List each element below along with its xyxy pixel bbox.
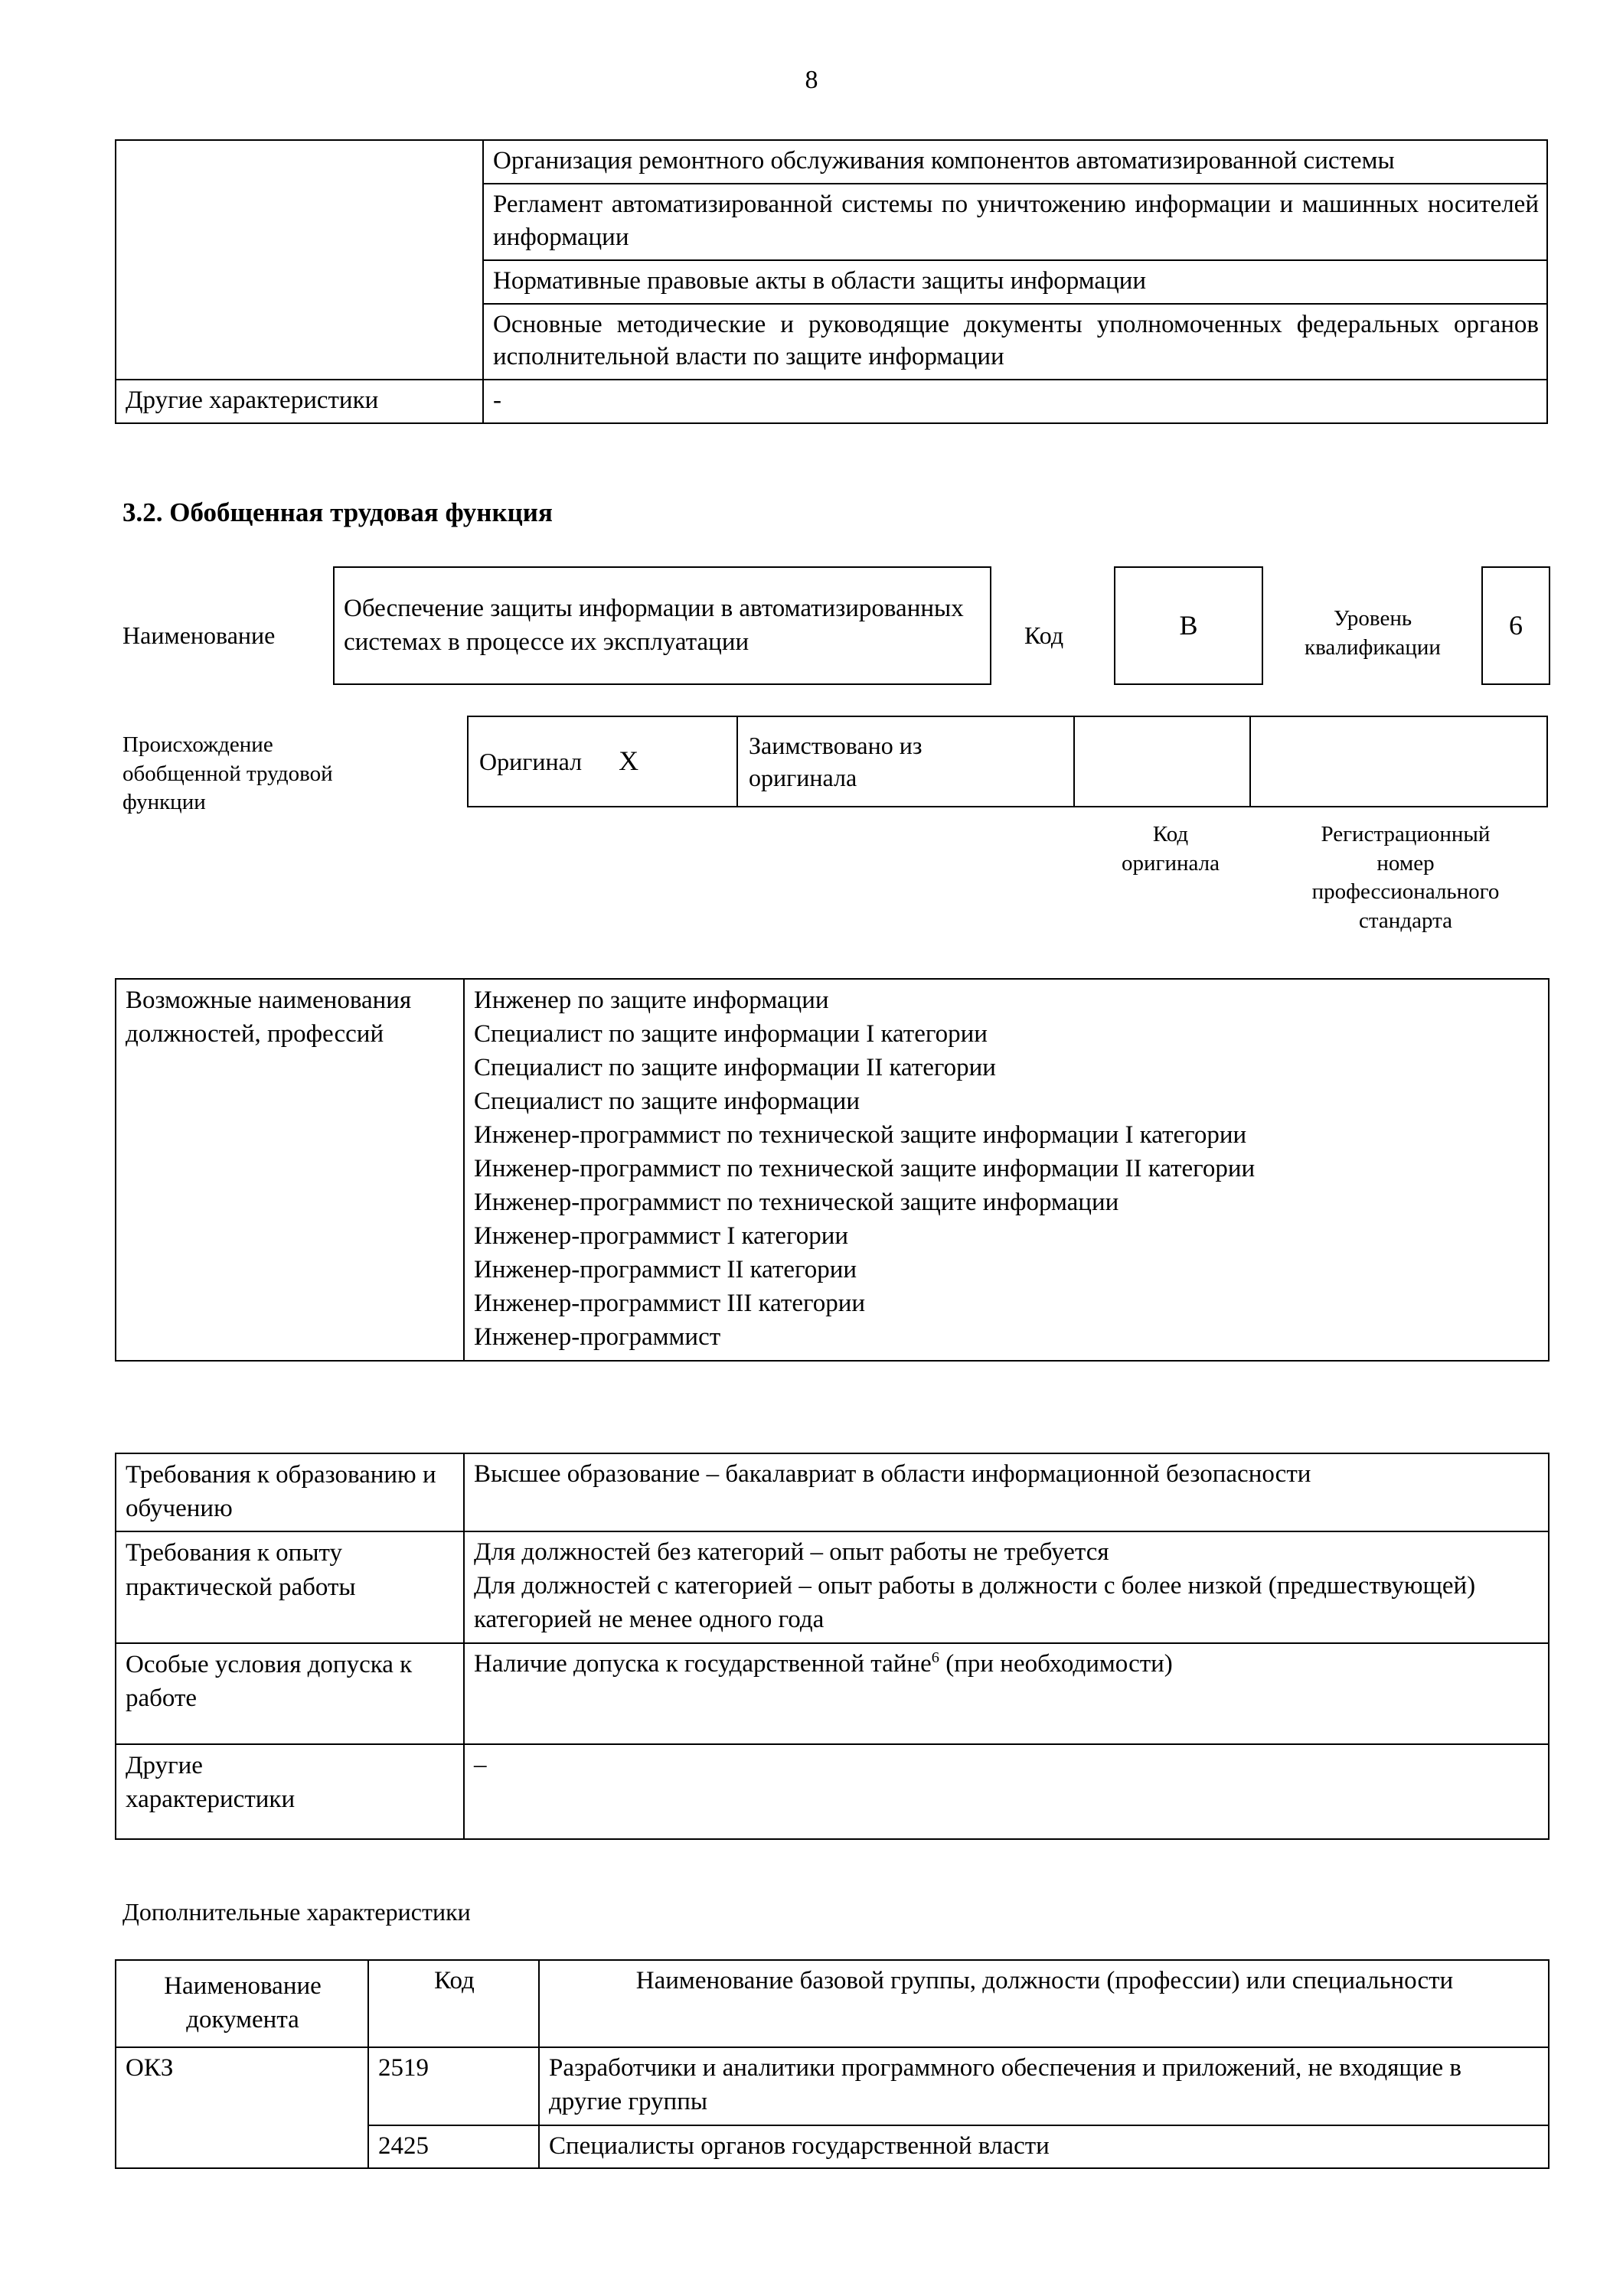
origin-borrowed-label-line2: оригинала bbox=[749, 764, 857, 791]
origin-reg-number-cell[interactable] bbox=[1251, 717, 1546, 806]
list-item: Специалист по защите информации I категории bbox=[474, 1020, 988, 1049]
education-requirement-label: Требования к образованию и обучению bbox=[116, 1453, 464, 1531]
other-requirements-label bbox=[116, 1744, 464, 1839]
otf-name-value: Обеспечение защиты информации в автоматизированных системах в процессе их эксплуатации bbox=[344, 594, 964, 656]
admission-conditions-value bbox=[464, 1643, 1549, 1744]
knowledge-item-cell: Организация ремонтного обслуживания компонентов автоматизированной системы bbox=[483, 140, 1547, 184]
origin-borrowed-cell[interactable] bbox=[738, 717, 1075, 806]
list-item: Специалист по защите информации II категории bbox=[474, 1054, 996, 1082]
origin-reg-caption-line4: стандарта bbox=[1359, 908, 1452, 934]
table-row bbox=[116, 1531, 1549, 1643]
list-item: Инженер-программист по технической защите информации II категории bbox=[474, 1155, 1256, 1183]
origin-code-caption bbox=[1083, 820, 1258, 878]
origin-label-line3: функции bbox=[122, 790, 206, 815]
qualification-level-value: 6 bbox=[1509, 609, 1523, 641]
origin-reg-caption bbox=[1262, 820, 1550, 936]
qualification-level-box bbox=[1481, 566, 1550, 685]
list-item: Инженер-программист II категории bbox=[474, 1256, 857, 1284]
possible-job-titles-label: Возможные наименования должностей, профессий bbox=[116, 979, 464, 1361]
list-item: Инженер-программист III категории bbox=[474, 1290, 866, 1318]
origin-reg-caption-line2: номер bbox=[1376, 850, 1435, 876]
group-name-cell: Разработчики и аналитики программного обеспечения и приложений, не входящие в другие группы bbox=[539, 2047, 1549, 2125]
origin-label-line2: обобщенной трудовой bbox=[122, 761, 333, 786]
page-number: 8 bbox=[805, 66, 818, 94]
table-header-row bbox=[116, 1960, 1549, 2047]
empty-label-cell bbox=[116, 140, 483, 380]
additional-characteristics-caption: Дополнительные характеристики bbox=[122, 1898, 471, 1926]
knowledge-item-cell: Основные методические и руководящие документы уполномоченных федеральных органов исполнительной власти по защите информации bbox=[483, 304, 1547, 380]
origin-code-caption-line2: оригинала bbox=[1122, 850, 1220, 876]
section-heading-3-2: 3.2. Обобщенная трудовая функция bbox=[122, 497, 553, 527]
code-label: Код bbox=[1024, 621, 1064, 649]
possible-job-titles-list bbox=[464, 979, 1549, 1361]
list-item: Специалист по защите информации bbox=[474, 1088, 860, 1116]
admission-conditions-text: Наличие допуска к государственной тайне bbox=[474, 1650, 932, 1678]
origin-label-line1: Происхождение bbox=[122, 732, 273, 757]
other-characteristics-label: Другие характеристики bbox=[116, 380, 483, 423]
origin-original-cell[interactable] bbox=[469, 717, 738, 806]
qualification-level-label bbox=[1277, 605, 1468, 662]
list-item: Инженер-программист bbox=[474, 1323, 721, 1352]
otf-code-box bbox=[1114, 566, 1263, 685]
experience-line: Для должностей без категорий – опыт работы не требуется bbox=[474, 1538, 1109, 1567]
list-item: Инженер по защите информации bbox=[474, 987, 829, 1014]
table-row bbox=[116, 140, 1547, 184]
other-requirements-label-text: Другие характеристики bbox=[126, 1752, 296, 1814]
knowledge-item-cell: Регламент автоматизированной системы по уничтожению информации и машинных носителей информации bbox=[483, 184, 1547, 260]
admission-conditions-label: Особые условия допуска к работе bbox=[116, 1643, 464, 1744]
group-name-cell: Специалисты органов государственной власти bbox=[539, 2125, 1549, 2169]
origin-reg-caption-line1: Регистрационный bbox=[1321, 822, 1491, 846]
education-requirement-value: Высшее образование – бакалавриат в области информационной безопасности bbox=[464, 1453, 1549, 1531]
origin-original-mark: X bbox=[619, 745, 639, 777]
column-header-group-name: Наименование базовой группы, должности (профессии) или специальности bbox=[539, 1960, 1549, 2047]
table-row bbox=[116, 2047, 1549, 2125]
experience-line: Для должностей с категорией – опыт работы в должности с более низкой (предшествующей) категорией не менее одного года bbox=[474, 1572, 1476, 1634]
table-row bbox=[116, 1453, 1549, 1531]
origin-borrowed-label-line1: Заимствовано из bbox=[749, 731, 923, 759]
qualification-level-label-line2: квалификации bbox=[1305, 634, 1441, 660]
origin-original-label: Оригинал bbox=[479, 747, 583, 775]
code-cell: 2425 bbox=[368, 2125, 539, 2169]
experience-requirement-value bbox=[464, 1531, 1549, 1643]
requirements-table bbox=[115, 1453, 1550, 1840]
table-row bbox=[116, 979, 1549, 1361]
possible-job-titles-table bbox=[115, 978, 1550, 1362]
origin-code-caption-line1: Код bbox=[1152, 822, 1189, 846]
list-item: Инженер-программист I категории bbox=[474, 1222, 849, 1251]
origin-strip bbox=[467, 716, 1548, 807]
knowledge-item-cell: Нормативные правовые акты в области защиты информации bbox=[483, 260, 1547, 304]
otf-code-value: B bbox=[1179, 609, 1198, 641]
document-name-cell: ОКЗ bbox=[116, 2047, 368, 2169]
table-row bbox=[116, 1643, 1549, 1744]
qualification-level-label-line1: Уровень bbox=[1333, 606, 1412, 631]
origin-reg-caption-line3: профессионального bbox=[1311, 879, 1500, 905]
name-label: Наименование bbox=[122, 621, 276, 649]
column-header-document: Наименование документа bbox=[116, 1960, 368, 2047]
origin-code-cell[interactable] bbox=[1075, 717, 1251, 806]
knowledge-continuation-table bbox=[115, 139, 1548, 424]
origin-label bbox=[122, 731, 352, 817]
footnote-marker: 6 bbox=[931, 1649, 939, 1667]
admission-conditions-suffix: (при необходимости) bbox=[939, 1650, 1173, 1678]
additional-characteristics-table bbox=[115, 1959, 1550, 2169]
other-characteristics-value: - bbox=[483, 380, 1547, 423]
experience-requirement-label: Требования к опыту практической работы bbox=[116, 1531, 464, 1643]
otf-name-box bbox=[333, 566, 991, 685]
other-requirements-value: – bbox=[464, 1744, 1549, 1839]
table-row bbox=[116, 1744, 1549, 1839]
list-item: Инженер-программист по технической защите информации bbox=[474, 1189, 1119, 1217]
code-cell: 2519 bbox=[368, 2047, 539, 2125]
column-header-code: Код bbox=[368, 1960, 539, 2047]
table-row bbox=[116, 380, 1547, 423]
list-item: Инженер-программист по технической защите информации I категории bbox=[474, 1121, 1247, 1150]
